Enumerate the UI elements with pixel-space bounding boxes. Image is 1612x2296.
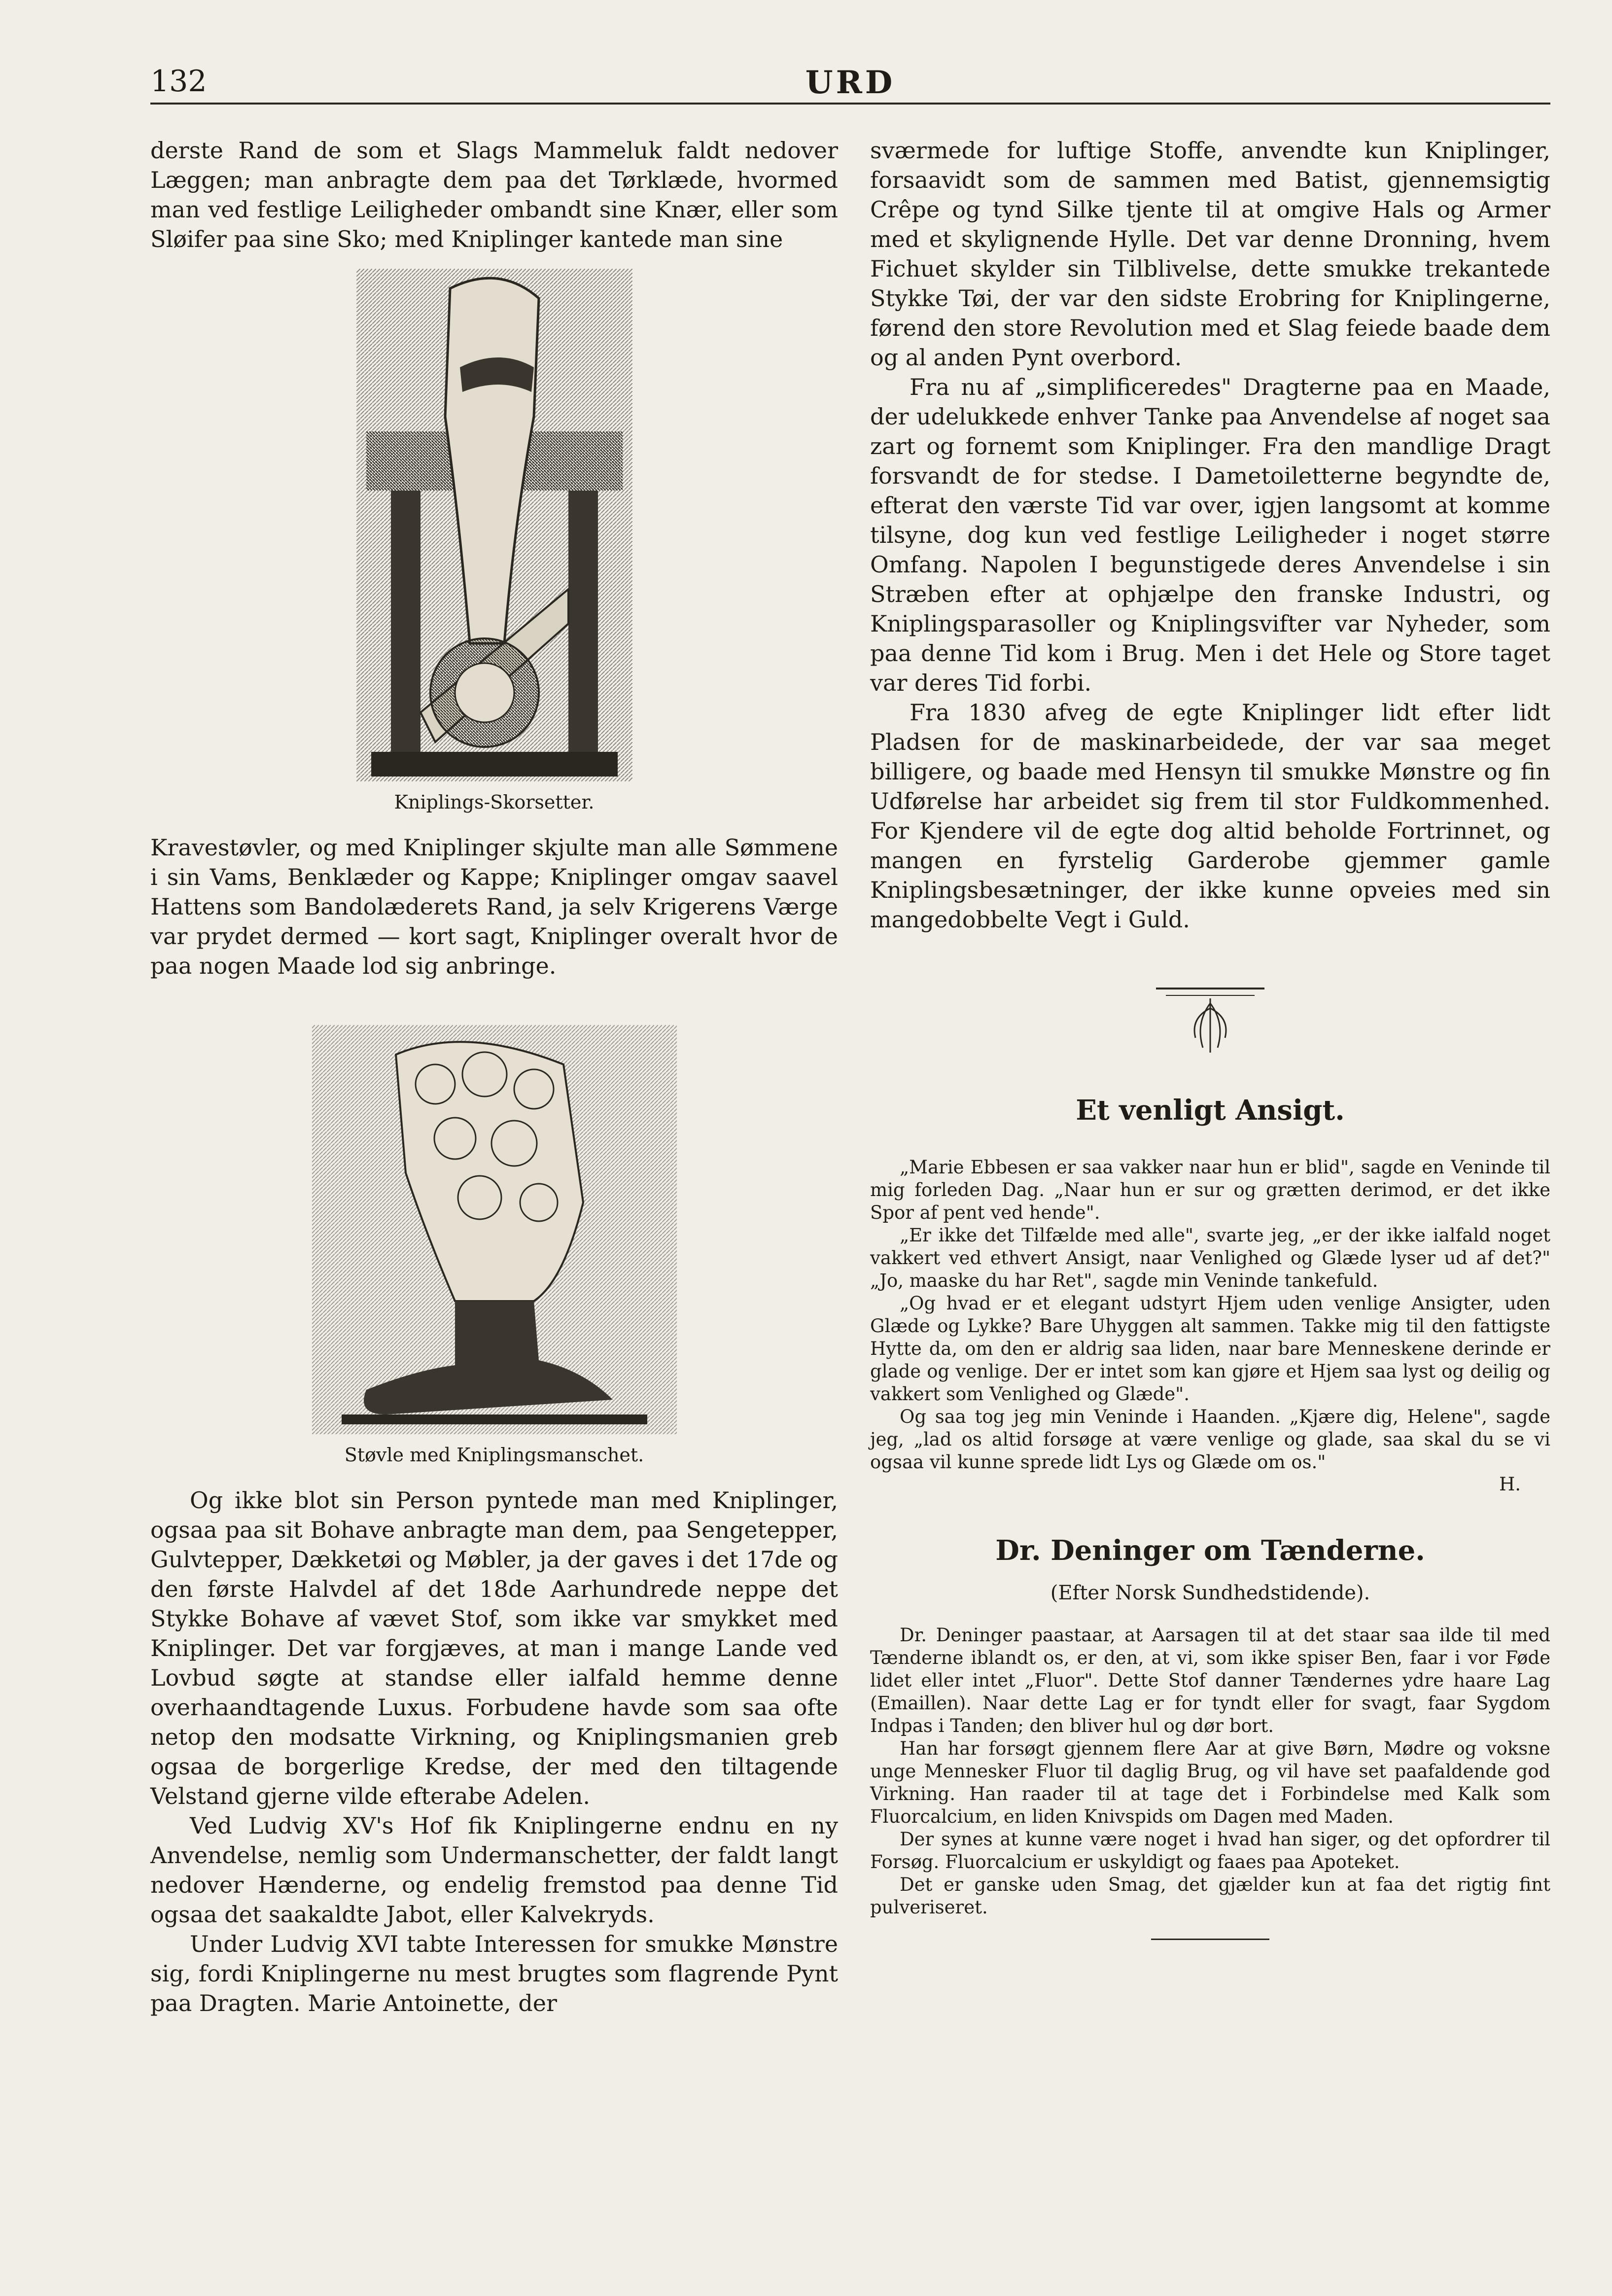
article-text: [870, 1624, 1550, 1919]
journal-title: URD: [805, 64, 896, 101]
figure-boot-lace: [150, 1025, 838, 1466]
paragraph: Han har forsøgt gjennem flere Aar at give Børn, Mødre og voksne unge Mennesker Fluor til daglig Brug, og vil have set paafaldende god Virkning. Han raader til at tage det i Forbindelse med Kalk som Fluorcalcium, en liden Knivspids om Dagen med Maden.: [870, 1738, 1550, 1827]
story-heading: Et venligt Ansigt.: [1076, 1094, 1345, 1127]
paragraph: sværmede for luftige Stoffe, anvendte kun Kniplinger, forsaavidt som de sammen med Batist, gjennemsigtig Crêpe og tynd Silke tjente til at omgive Hals og Armer med et skylignende Hylle. Det var denne Dronning, hvem Fichuet skylder sin Tilblivelse, dette smukke trekantede Stykke Tøi, der var den sidste Erobring for Kniplingerne, førend den store Revolution med et Slag feiede baade dem og al anden Pynt overbord.: [870, 137, 1550, 371]
right-column: [870, 136, 1550, 1940]
article-heading: Dr. Deninger om Tænderne.: [995, 1534, 1425, 1567]
end-rule: [1151, 1939, 1269, 1940]
paragraph: Og saa tog jeg min Veninde i Haanden. „Kjære dig, Helene", sagde jeg, „lad os altid forsøge at være venlige og glade, saa skal du se vi ogsaa vil kunne sprede lidt Lys og Glæde om os.": [870, 1406, 1550, 1473]
paragraph: Kravestøvler, og med Kniplinger skjulte man alle Sømmene i sin Vams, Benklæder og Kappe; Kniplinger omgav saavel Hattens som Bandolæderets Rand, ja selv Krigerens Værge var prydet dermed — kort sagt, Kniplinger overalt hvor de paa nogen Maade lod sig anbringe.: [150, 834, 838, 979]
paragraph: „Og hvad er et elegant udstyrt Hjem uden venlige Ansigter, uden Glæde og Lykke? Bare Uhyggen alt sammen. Takke mig til den fattigste Hytte da, om den er aldrig saa liden, naar bare Menneskene derinde er glade og venlige. Der er intet som kan gjøre et Hjem saa lyst og deilig og vakkert som Venlighed og Glæde".: [870, 1293, 1550, 1405]
figure-caption: Støvle med Kniplingsmanschet.: [344, 1444, 644, 1466]
ornament-icon: [1156, 979, 1264, 1058]
page-header: [150, 64, 1550, 104]
paragraph: Der synes at kunne være noget i hvad han siger, og det opfordrer til Forsøg. Fluorcalcium er uskyldigt og faaes paa Apoteket.: [870, 1829, 1550, 1872]
paragraph: Fra 1830 afveg de egte Kniplinger lidt efter lidt Pladsen for de maskinarbeidede, der var saa meget billigere, og baade med Hensyn til smukke Mønstre og fin Udførelse har arbeidet sig frem til stor Fuldkommenhed. For Kjendere vil de egte dog altid beholde Fortrinnet, og mangen en fyrstelig Garderobe gjemmer gamle Kniplingsbesætninger, der ikke kunne opveies med sin mangedobbelte Vegt i Guld.: [870, 699, 1550, 933]
story-text: [870, 1156, 1550, 1495]
paragraph: derste Rand de som et Slags Mammeluk faldt nedover Læggen; man anbragte dem paa det Tørklæde, hvormed man ved festlige Leiligheder ombandt sine Knær, eller som Sløifer paa sine Sko; med Kniplinger kantede man sine: [150, 137, 838, 252]
page-number: 132: [150, 64, 207, 99]
signature: H.: [1499, 1474, 1521, 1495]
figure-corset-lace: [150, 269, 838, 813]
figure-caption: Kniplings-Skorsetter.: [394, 791, 595, 813]
header-rule: [150, 103, 1550, 105]
boot-illustration: [307, 1025, 682, 1434]
left-column: [150, 136, 838, 2018]
paragraph: Fra nu af „simplificeredes" Dragterne paa en Maade, der udelukkede enhver Tanke paa Anvendelse af noget saa zart og fornemt som Kniplinger. Fra den mandlige Dragt forsvandt de for stedse. I Dametoiletterne begyndte de, efterat den værste Tid var over, igjen langsomt at komme tilsyne, dog kun ved festlige Leiligheder i noget større Omfang. Napolen I begunstigede deres Anvendelse i sin Stræben efter at ophjælpe den franske Industri, og Kniplingsparasoller og Kniplingsvifter var Nyheder, som paa denne Tid kom i Brug. Men i det Hele og Store taget var deres Tid forbi.: [870, 374, 1550, 696]
paragraph: Under Ludvig XVI tabte Interessen for smukke Mønstre sig, fordi Kniplingerne nu mest brugtes som flagrende Pynt paa Dragten. Marie Antoinette, der: [150, 1931, 838, 2016]
paragraph: Og ikke blot sin Person pyntede man med Kniplinger, ogsaa paa sit Bohave anbragte man dem, paa Sengetepper, Gulvtepper, Dækketøi og Møbler, ja der gaves i det 17de og den første Halvdel af det 18de Aarhundrede neppe det Stykke Bohave af vævet Stof, som ikke var smykket med Kniplinger. Det var forgjæves, at man i mange Lande ved Lovbud søgte at standse eller ialfald hemme denne overhaandtagende Luxus. Forbudene havde som saa ofte netop den modsatte Virkning, og Kniplingsmanien greb ogsaa de borgerlige Kredse, der med den tiltagende Velstand gjerne vilde efterabe Adelen.: [150, 1487, 838, 1809]
paragraph: Det er ganske uden Smag, det gjælder kun at faa det rigtig fint pulveriseret.: [870, 1874, 1550, 1918]
paragraph: „Marie Ebbesen er saa vakker naar hun er blid", sagde en Veninde til mig forleden Dag. „Naar hun er sur og grætten derimod, er det ikke Spor af pent ved hende".: [870, 1157, 1550, 1223]
article-source: (Efter Norsk Sundhedstidende).: [1050, 1582, 1370, 1604]
section-divider: [870, 979, 1550, 1060]
paragraph: „Er ikke det Tilfælde med alle", svarte jeg, „er der ikke ialfald noget vakkert ved ethvert Ansigt, naar Venlighed og Glæde lyser ud af det?" „Jo, maaske du har Ret", sagde min Veninde tankefuld.: [870, 1225, 1550, 1291]
corset-illustration: [337, 269, 652, 781]
paragraph: Dr. Deninger paastaar, at Aarsagen til at det staar saa ilde til med Tænderne iblandt os, er den, at vi, som ikke spiser Ben, faar i vor Føde lidet eller intet „Fluor". Dette Stof danner Tændernes ydre haare Lag (Emaillen). Naar dette Lag er for tyndt eller for svagt, faar Sygdom Indpas i Tanden; den bliver hul og dør bort.: [870, 1625, 1550, 1736]
paragraph: Ved Ludvig XV's Hof fik Kniplingerne endnu en ny Anvendelse, nemlig som Undermanschetter, der faldt langt nedover Hænderne, og endelig fremstod paa denne Tid ogsaa det saakaldte Jabot, eller Kalvekryds.: [150, 1812, 838, 1928]
